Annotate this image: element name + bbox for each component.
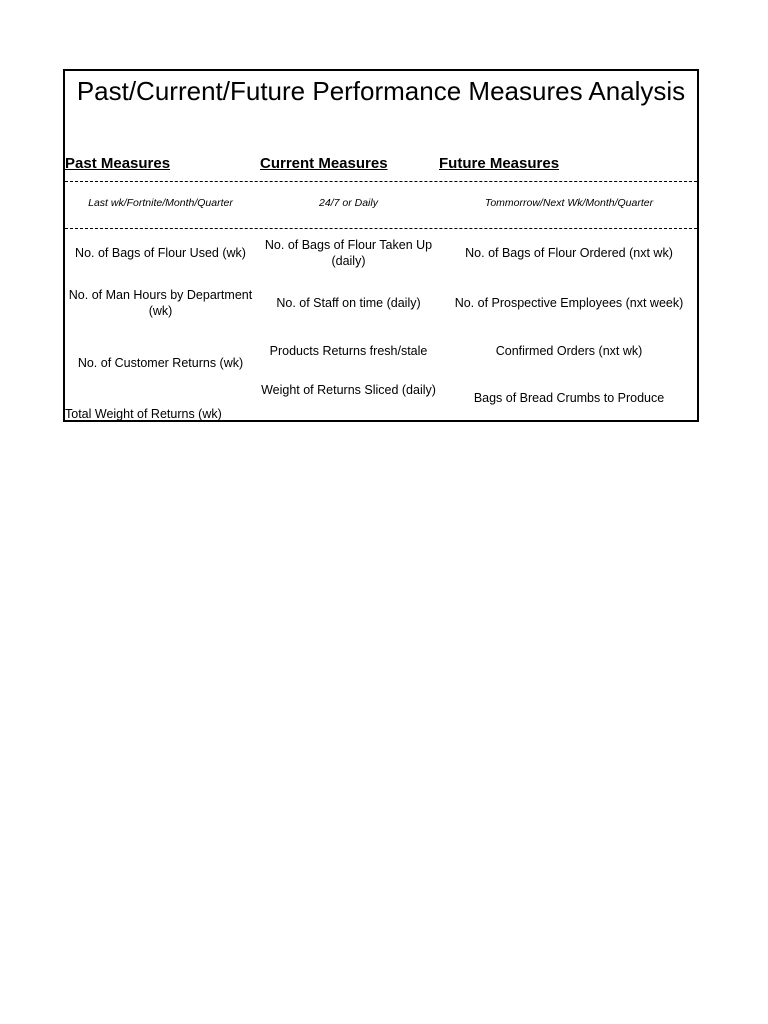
page-title: Past/Current/Future Performance Measures Analysis bbox=[76, 76, 686, 106]
row-4-future: Bags of Bread Crumbs to Produce bbox=[473, 391, 665, 405]
row-3-past: No. of Customer Returns (wk) bbox=[77, 356, 244, 370]
row-3-future: Confirmed Orders (nxt wk) bbox=[495, 344, 643, 358]
subheader-past: Last wk/Fortnite/Month/Quarter bbox=[88, 197, 233, 209]
divider-bottom bbox=[65, 228, 697, 229]
header-future-measures: Future Measures bbox=[439, 155, 560, 172]
row-2-current: No. of Staff on time (daily) bbox=[276, 296, 421, 310]
row-4-current: Weight of Returns Sliced (daily) bbox=[261, 383, 436, 397]
subheader-current: 24/7 or Daily bbox=[319, 197, 378, 209]
performance-measures-table bbox=[63, 69, 699, 422]
row-1-future: No. of Bags of Flour Ordered (nxt wk) bbox=[465, 246, 673, 260]
header-current-measures: Current Measures bbox=[260, 155, 388, 172]
row-3-current: Products Returns fresh/stale bbox=[269, 344, 428, 358]
row-1-current: No. of Bags of Flour Taken Up (daily) bbox=[264, 238, 433, 268]
header-past-measures: Past Measures bbox=[65, 155, 171, 172]
row-1-past: No. of Bags of Flour Used (wk) bbox=[75, 246, 246, 260]
row-2-past: No. of Man Hours by Department (wk) bbox=[68, 288, 253, 318]
row-2-future: No. of Prospective Employees (nxt week) bbox=[454, 296, 684, 310]
subheader-future: Tommorrow/Next Wk/Month/Quarter bbox=[484, 197, 654, 209]
divider-top bbox=[65, 181, 697, 182]
row-4-past: Total Weight of Returns (wk) bbox=[65, 407, 222, 421]
